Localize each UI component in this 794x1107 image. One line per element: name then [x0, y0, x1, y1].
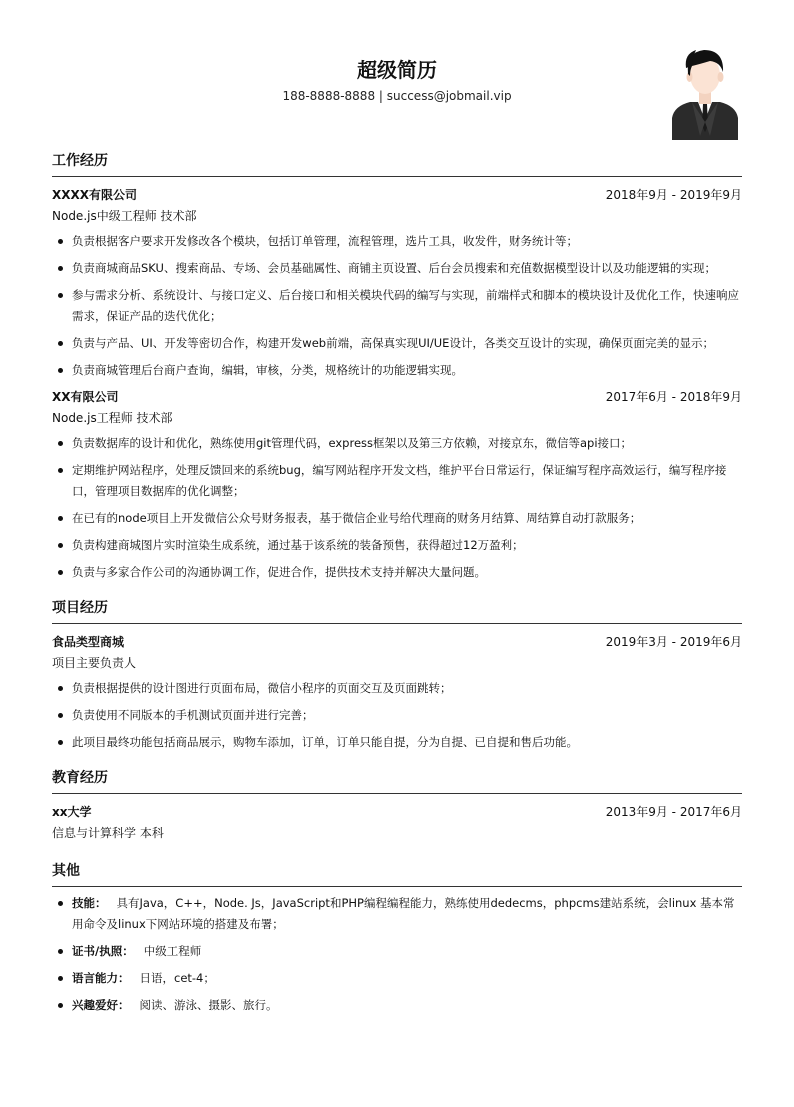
- list-item: 负责与产品、UI、开发等密切合作，构建开发web前端，高保真实现UI/UE设计，各类交互设计的实现，确保页面完美的显示；: [52, 333, 742, 354]
- list-item: 负责根据提供的设计图进行页面布局，微信小程序的页面交互及页面跳转；: [52, 678, 742, 699]
- list-item: [52, 968, 742, 989]
- section-title-other: 其他: [52, 860, 742, 887]
- bullet-list: [52, 231, 742, 381]
- contact-info: 188-8888-8888 | success@jobmail.vip: [282, 89, 512, 103]
- list-item: 在已有的node项目上开发微信公众号财务报表，基于微信企业号给代理商的财务月结算、周结算自动打款服务；: [52, 508, 742, 529]
- list-item: 负责商城商品SKU、搜索商品、专场、会员基础属性、商铺主页设置、后台会员搜索和充值数据模型设计以及功能逻辑的实现；: [52, 258, 742, 279]
- projects-section: [52, 597, 742, 753]
- bullet-list: [52, 433, 742, 583]
- work-entry: [52, 387, 742, 583]
- bullet-list: [52, 678, 742, 753]
- entry-role: 信息与计算科学 本科: [52, 826, 164, 840]
- item-label: 语言能力：: [72, 971, 130, 985]
- item-label: 技能：: [72, 896, 107, 910]
- item-text: 阅读、游泳、摄影、旅行。: [139, 998, 278, 1012]
- entry-role: Node.js工程师 技术部: [52, 411, 173, 425]
- list-item: 负责根据客户要求开发修改各个模块，包括订单管理，流程管理，选片工具，收发件，财务统计等；: [52, 231, 742, 252]
- item-label: 证书/执照：: [72, 944, 134, 958]
- entry-org: XXXX有限公司: [52, 187, 138, 202]
- section-title-education: 教育经历: [52, 767, 742, 794]
- entry-date: 2019年3月 - 2019年6月: [605, 634, 742, 649]
- entry-date: 2013年9月 - 2017年6月: [605, 804, 742, 819]
- entry-date: 2017年6月 - 2018年9月: [605, 389, 742, 404]
- section-title-work: 工作经历: [52, 150, 742, 177]
- project-entry: [52, 632, 742, 753]
- item-label: 兴趣爱好：: [72, 998, 130, 1012]
- list-item: 负责商城管理后台商户查询，编辑，审核，分类，规格统计的功能逻辑实现。: [52, 360, 742, 381]
- list-item: [52, 893, 742, 935]
- item-text: 日语，cet-4；: [139, 971, 215, 985]
- item-text: 具有Java，C++，Node. Js，JavaScript和PHP编程编程能力，熟练使用dedecms，phpcms建站系统，会linux 基本常用命令及linux下网站环境的搭建及布署；: [72, 896, 735, 931]
- list-item: 负责使用不同版本的手机测试页面并进行完善；: [52, 705, 742, 726]
- item-text: 中级工程师: [143, 944, 202, 958]
- other-section: [52, 860, 742, 1016]
- entry-role: 项目主要负责人: [52, 656, 137, 670]
- education-entry: [52, 802, 742, 842]
- resume-page: [52, 0, 742, 1022]
- entry-role: Node.js中级工程师 技术部: [52, 209, 197, 223]
- resume-name: 超级简历: [357, 58, 437, 82]
- person-avatar-icon: [670, 42, 740, 140]
- list-item: 负责构建商城图片实时渲染生成系统，通过基于该系统的装备预售，获得超过12万盈利；: [52, 535, 742, 556]
- work-section: [52, 150, 742, 583]
- resume-header: [52, 0, 742, 150]
- entry-date: 2018年9月 - 2019年9月: [605, 187, 742, 202]
- work-entry: [52, 185, 742, 381]
- list-item: 此项目最终功能包括商品展示，购物车添加，订单，订单只能自提，分为自提、已自提和售后功能。: [52, 732, 742, 753]
- list-item: 参与需求分析、系统设计、与接口定义、后台接口和相关模块代码的编写与实现，前端样式和脚本的模块设计及优化工作，快速响应需求，保证产品的迭代优化；: [52, 285, 742, 327]
- list-item: [52, 995, 742, 1016]
- list-item: [52, 941, 742, 962]
- list-item: 负责数据库的设计和优化，熟练使用git管理代码，express框架以及第三方依赖，对接京东，微信等api接口；: [52, 433, 742, 454]
- entry-org: xx大学: [52, 804, 92, 819]
- list-item: 定期维护网站程序，处理反馈回来的系统bug，编写网站程序开发文档，维护平台日常运行，保证编写程序高效运行，编写程序接口，管理项目数据库的优化调整；: [52, 460, 742, 502]
- education-section: [52, 767, 742, 842]
- entry-org: 食品类型商城: [52, 634, 125, 649]
- section-title-projects: 项目经历: [52, 597, 742, 624]
- list-item: 负责与多家合作公司的沟通协调工作，促进合作，提供技术支持并解决大量问题。: [52, 562, 742, 583]
- bullet-list: [52, 893, 742, 1016]
- entry-org: XX有限公司: [52, 389, 119, 404]
